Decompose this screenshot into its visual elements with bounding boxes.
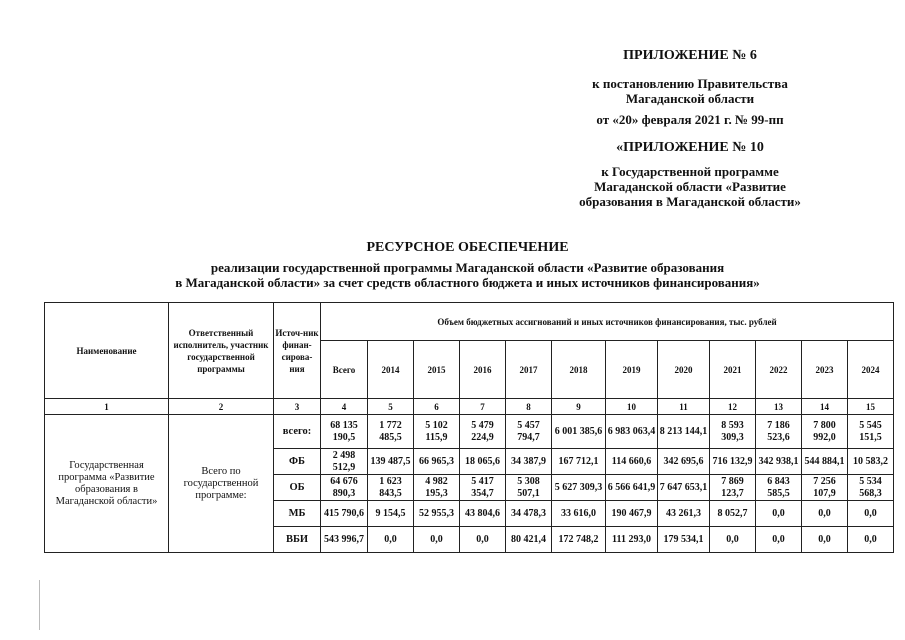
value-cell: 43 261,3 bbox=[658, 501, 710, 527]
appendix-6-date: от «20» февраля 2021 г. № 99-пп bbox=[596, 112, 784, 127]
value-cell: 34 478,3 bbox=[506, 501, 552, 527]
value-cell: 0,0 bbox=[756, 527, 802, 553]
value-cell: 5 457 794,7 bbox=[506, 415, 552, 449]
source-cell: ВБИ bbox=[274, 527, 321, 553]
document-subtitle bbox=[100, 260, 835, 290]
value-cell: 66 965,3 bbox=[414, 449, 460, 475]
resource-table bbox=[44, 302, 894, 553]
value-cell: 10 583,2 bbox=[848, 449, 894, 475]
value-cell: 167 712,1 bbox=[552, 449, 606, 475]
value-cell: 415 790,6 bbox=[321, 501, 368, 527]
appendix-6-subheading bbox=[560, 76, 820, 106]
appendix-6-heading: ПРИЛОЖЕНИЕ № 6 bbox=[623, 48, 757, 63]
value-cell: 0,0 bbox=[756, 501, 802, 527]
value-cell: 7 647 653,1 bbox=[658, 475, 710, 501]
appendix-10-sub-line-3: образования в Магаданской области» bbox=[579, 194, 801, 209]
year-header: 2016 bbox=[460, 341, 506, 399]
value-cell: 6 983 063,4 bbox=[606, 415, 658, 449]
appendix-6-sub-line-2: Магаданской области bbox=[625, 91, 755, 106]
value-cell: 342 938,1 bbox=[756, 449, 802, 475]
column-number: 13 bbox=[756, 399, 802, 415]
value-cell: 6 001 385,6 bbox=[552, 415, 606, 449]
year-header: 2022 bbox=[756, 341, 802, 399]
column-number: 6 bbox=[414, 399, 460, 415]
value-cell: 0,0 bbox=[414, 527, 460, 553]
appendix-10-sub-line-2: Магаданской области «Развитие bbox=[594, 179, 786, 194]
value-cell: 0,0 bbox=[368, 527, 414, 553]
header-responsible: Ответственный исполнитель, участник государственной программы bbox=[169, 303, 274, 399]
value-cell: 111 293,0 bbox=[606, 527, 658, 553]
year-header: 2019 bbox=[606, 341, 658, 399]
value-cell: 0,0 bbox=[710, 527, 756, 553]
value-cell: 6 843 585,5 bbox=[756, 475, 802, 501]
value-cell: 5 534 568,3 bbox=[848, 475, 894, 501]
value-cell: 0,0 bbox=[848, 501, 894, 527]
responsible-executor: Всего по государственной программе: bbox=[169, 415, 274, 553]
column-number: 10 bbox=[606, 399, 658, 415]
value-cell: 5 627 309,3 bbox=[552, 475, 606, 501]
column-number: 8 bbox=[506, 399, 552, 415]
value-cell: 7 256 107,9 bbox=[802, 475, 848, 501]
value-cell: 190 467,9 bbox=[606, 501, 658, 527]
program-name: Государственная программа «Развитие образования в Магаданской области» bbox=[45, 415, 169, 553]
value-cell: 342 695,6 bbox=[658, 449, 710, 475]
document-subtitle-line-1: реализации государственной программы Магаданской области «Развитие образования bbox=[210, 260, 725, 275]
value-cell: 7 869 123,7 bbox=[710, 475, 756, 501]
value-cell: 5 545 151,5 bbox=[848, 415, 894, 449]
value-cell: 18 065,6 bbox=[460, 449, 506, 475]
value-cell: 172 748,2 bbox=[552, 527, 606, 553]
value-cell: 5 479 224,9 bbox=[460, 415, 506, 449]
source-cell: всего: bbox=[274, 415, 321, 449]
scan-artifact-line bbox=[39, 580, 40, 630]
column-number: 9 bbox=[552, 399, 606, 415]
appendix-10-sub-line-1: к Государственной программе bbox=[601, 164, 779, 179]
value-cell: 1 772 485,5 bbox=[368, 415, 414, 449]
value-cell: 9 154,5 bbox=[368, 501, 414, 527]
value-cell: 8 213 144,1 bbox=[658, 415, 710, 449]
year-header: 2015 bbox=[414, 341, 460, 399]
column-number-row bbox=[45, 399, 894, 415]
value-cell: 2 498 512,9 bbox=[321, 449, 368, 475]
column-number: 5 bbox=[368, 399, 414, 415]
source-cell: МБ bbox=[274, 501, 321, 527]
value-cell: 52 955,3 bbox=[414, 501, 460, 527]
appendix-6-sub-line-1: к постановлению Правительства bbox=[592, 76, 788, 91]
value-cell: 43 804,6 bbox=[460, 501, 506, 527]
column-number: 4 bbox=[321, 399, 368, 415]
value-cell: 0,0 bbox=[802, 527, 848, 553]
column-number: 15 bbox=[848, 399, 894, 415]
year-header: Всего bbox=[321, 341, 368, 399]
value-cell: 544 884,1 bbox=[802, 449, 848, 475]
year-header: 2014 bbox=[368, 341, 414, 399]
value-cell: 6 566 641,9 bbox=[606, 475, 658, 501]
value-cell: 34 387,9 bbox=[506, 449, 552, 475]
document-title: РЕСУРСНОЕ ОБЕСПЕЧЕНИЕ bbox=[366, 240, 569, 255]
column-number: 7 bbox=[460, 399, 506, 415]
value-cell: 0,0 bbox=[460, 527, 506, 553]
column-number: 1 bbox=[45, 399, 169, 415]
value-cell: 4 982 195,3 bbox=[414, 475, 460, 501]
table-row-total bbox=[45, 415, 894, 449]
header-source: Источ-ник финан-сирова-ния bbox=[274, 303, 321, 399]
year-header: 2024 bbox=[848, 341, 894, 399]
value-cell: 33 616,0 bbox=[552, 501, 606, 527]
source-cell: ОБ bbox=[274, 475, 321, 501]
value-cell: 139 487,5 bbox=[368, 449, 414, 475]
value-cell: 7 800 992,0 bbox=[802, 415, 848, 449]
header-name: Наименование bbox=[45, 303, 169, 399]
value-cell: 8 593 309,3 bbox=[710, 415, 756, 449]
value-cell: 8 052,7 bbox=[710, 501, 756, 527]
value-cell: 5 102 115,9 bbox=[414, 415, 460, 449]
year-header: 2023 bbox=[802, 341, 848, 399]
value-cell: 114 660,6 bbox=[606, 449, 658, 475]
value-cell: 716 132,9 bbox=[710, 449, 756, 475]
value-cell: 68 135 190,5 bbox=[321, 415, 368, 449]
column-number: 14 bbox=[802, 399, 848, 415]
year-header: 2020 bbox=[658, 341, 710, 399]
value-cell: 5 308 507,1 bbox=[506, 475, 552, 501]
value-cell: 1 623 843,5 bbox=[368, 475, 414, 501]
column-number: 11 bbox=[658, 399, 710, 415]
year-header: 2017 bbox=[506, 341, 552, 399]
value-cell: 179 534,1 bbox=[658, 527, 710, 553]
value-cell: 64 676 890,3 bbox=[321, 475, 368, 501]
value-cell: 80 421,4 bbox=[506, 527, 552, 553]
column-number: 2 bbox=[169, 399, 274, 415]
column-number: 3 bbox=[274, 399, 321, 415]
value-cell: 5 417 354,7 bbox=[460, 475, 506, 501]
appendix-10-subheading bbox=[560, 164, 820, 209]
source-cell: ФБ bbox=[274, 449, 321, 475]
year-header: 2021 bbox=[710, 341, 756, 399]
appendix-10-heading: «ПРИЛОЖЕНИЕ № 10 bbox=[616, 140, 764, 155]
year-header: 2018 bbox=[552, 341, 606, 399]
document-subtitle-line-2: в Магаданской области» за счет средств областного бюджета и иных источников финансирования» bbox=[175, 275, 760, 290]
value-cell: 543 996,7 bbox=[321, 527, 368, 553]
value-cell: 0,0 bbox=[802, 501, 848, 527]
column-number: 12 bbox=[710, 399, 756, 415]
header-volume: Объем бюджетных ассигнований и иных источников финансирования, тыс. рублей bbox=[321, 303, 894, 341]
value-cell: 0,0 bbox=[848, 527, 894, 553]
value-cell: 7 186 523,6 bbox=[756, 415, 802, 449]
